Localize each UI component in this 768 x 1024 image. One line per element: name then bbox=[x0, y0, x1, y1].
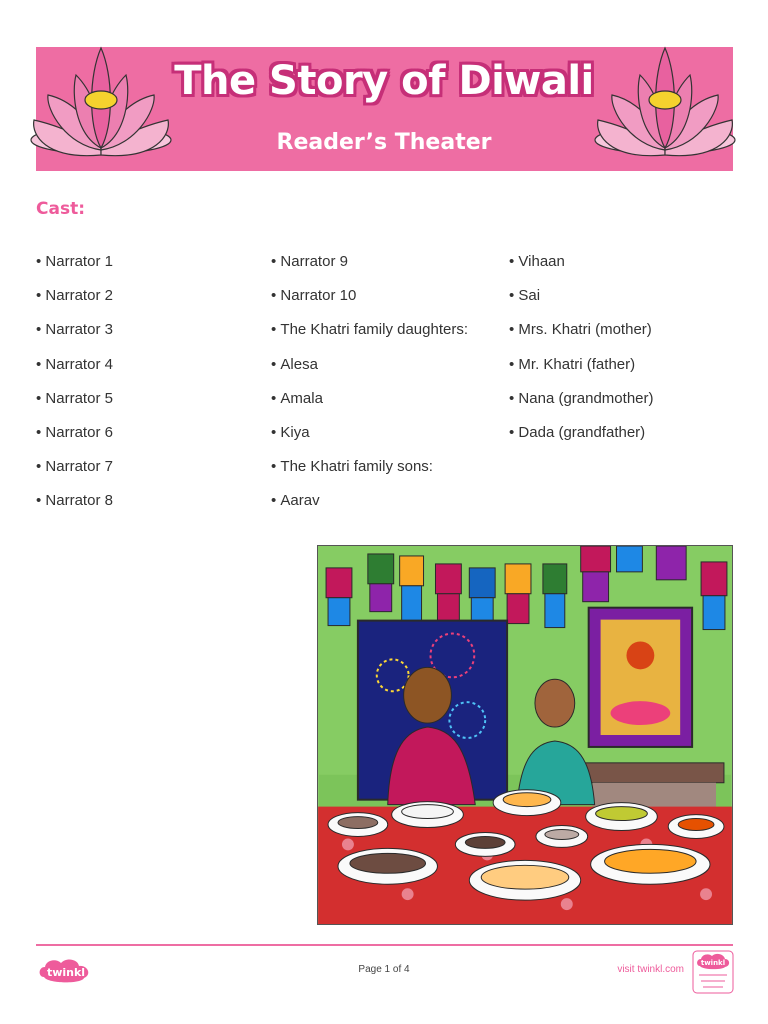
cast-list-item: • Narrator 7 bbox=[36, 457, 113, 491]
quality-badge-icon bbox=[692, 950, 734, 994]
cast-list-item: • Narrator 10 bbox=[271, 286, 468, 320]
svg-text:twinkl: twinkl bbox=[700, 959, 726, 967]
diwali-family-illustration bbox=[317, 545, 733, 925]
cast-list-item: • Amala bbox=[271, 389, 468, 423]
cast-list-item: • Narrator 4 bbox=[36, 355, 113, 389]
page-title: The Story of Diwali bbox=[174, 58, 594, 104]
website-link[interactable]: visit twinkl.com bbox=[617, 964, 684, 975]
cast-list-item: • Nana (grandmother) bbox=[509, 389, 654, 423]
cast-list-item: • Dada (grandfather) bbox=[509, 423, 654, 457]
page-subtitle: Reader’s Theater bbox=[276, 130, 492, 155]
cast-list-item: • Aarav bbox=[271, 491, 468, 525]
cast-list-item: • Narrator 6 bbox=[36, 423, 113, 457]
cast-list-item: • Kiya bbox=[271, 423, 468, 457]
cast-list-item: • Mrs. Khatri (mother) bbox=[509, 320, 654, 354]
cast-list-item: • Vihaan bbox=[509, 252, 654, 286]
cast-list-item: • Alesa bbox=[271, 355, 468, 389]
cast-list-item: • Narrator 3 bbox=[36, 320, 113, 354]
cast-heading: Cast: bbox=[36, 199, 85, 219]
cast-list-item: • Narrator 5 bbox=[36, 389, 113, 423]
cast-list-item: • Narrator 8 bbox=[36, 491, 113, 525]
cast-list-item: • Narrator 1 bbox=[36, 252, 113, 286]
cast-list-column-1 bbox=[36, 252, 113, 526]
cast-list-column-3 bbox=[509, 252, 654, 457]
footer-divider bbox=[36, 944, 733, 946]
page-number: Page 1 of 4 bbox=[358, 964, 410, 975]
cast-list-item: • The Khatri family daughters: bbox=[271, 320, 468, 354]
cast-list-item: • Sai bbox=[509, 286, 654, 320]
cast-list-item: • Narrator 9 bbox=[271, 252, 468, 286]
cast-list-item: • Narrator 2 bbox=[36, 286, 113, 320]
cast-list-column-2 bbox=[271, 252, 468, 526]
cast-list-item: • The Khatri family sons: bbox=[271, 457, 468, 491]
cast-list-item: • Mr. Khatri (father) bbox=[509, 355, 654, 389]
logo-text: twinkl bbox=[46, 966, 86, 979]
